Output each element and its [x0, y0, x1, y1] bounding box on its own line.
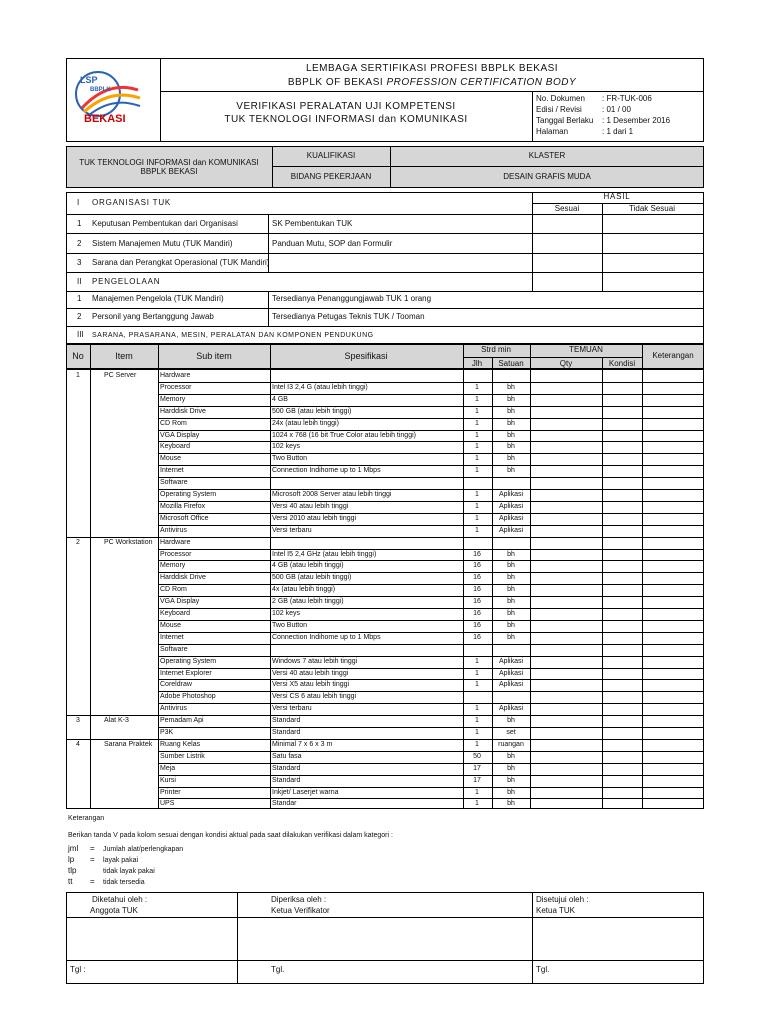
signature-by: Diperiksa oleh :: [271, 895, 327, 904]
legend-text: layak pakai: [103, 857, 139, 864]
signature-date: Tgl.: [271, 965, 285, 974]
cell-jlh: 1: [475, 800, 479, 808]
meta-value: : 1 dari 1: [602, 127, 634, 136]
cell-spesifikasi: 24x (atau lebih tinggi): [272, 419, 339, 427]
cell-jlh: 1: [475, 491, 479, 498]
cell-spesifikasi: Versi 40 atau lebih tinggi: [272, 669, 349, 677]
logo-text-bbplk: BBPLK: [90, 87, 111, 93]
cell-jlh: 1: [475, 788, 479, 796]
form-title: VERIFIKASI PERALATAN UJI KOMPETENSI: [236, 101, 456, 112]
legend-eq: =: [90, 855, 95, 864]
cell-subitem: Operating System: [160, 657, 217, 665]
cell-subitem: P3K: [160, 729, 174, 736]
col-header-qty: Qty: [559, 359, 573, 368]
cell-subitem: Processor: [160, 550, 192, 558]
cell-spesifikasi: Versi CS 6 atau lebih tinggi: [272, 693, 357, 701]
cell-jlh: 1: [475, 669, 479, 677]
cell-spesifikasi: Intel I3 2,4 G (atau lebih tinggi): [272, 383, 368, 391]
org-row-detail: Tersedianya Petugas Teknis TUK / Tooman: [272, 312, 425, 321]
col-header-keterangan: Keterangan: [652, 351, 694, 360]
cell-jlh: 1: [475, 705, 479, 713]
cell-spesifikasi: 500 GB (atau lebih tinggi): [272, 574, 352, 582]
cell-satuan: set: [506, 729, 516, 736]
cell-spesifikasi: Versi terbaru: [272, 526, 312, 534]
cell-satuan: bh: [507, 598, 515, 606]
cell-spesifikasi: Two Button: [272, 455, 308, 463]
org-row-detail: Panduan Mutu, SOP dan Formulir: [272, 239, 393, 248]
cell-jlh: 1: [475, 681, 479, 689]
cell-subitem: Antivirus: [160, 705, 187, 713]
section-number: III: [77, 330, 84, 339]
signature-date: Tgl :: [70, 965, 86, 974]
notes-intro: Berikan tanda V pada kolom sesuai dengan kondisi aktual pada saat dilakukan verifikasi dalam kategori :: [68, 832, 393, 839]
cell-item: Sarana Praktek: [104, 740, 153, 748]
cell-jlh: 1: [475, 431, 479, 439]
cell-spesifikasi: Two Button: [272, 621, 308, 629]
cell-satuan: Aplikasi: [498, 657, 524, 665]
org-row-number: 1: [77, 294, 82, 303]
kualifikasi-label: KUALIFIKASI: [306, 151, 356, 160]
cell-jlh: 1: [475, 526, 479, 534]
org-row-label: Keputusan Pembentukan dari Organisasi: [92, 219, 238, 228]
cell-subitem: Harddisk Drive: [160, 574, 206, 582]
cell-satuan: bh: [507, 407, 515, 415]
cell-jlh: 16: [473, 574, 481, 582]
cell-subitem: Memory: [160, 562, 186, 570]
notes-title: Keterangan: [68, 815, 105, 822]
cell-no: 3: [76, 717, 80, 725]
signature-by: Disetujui oleh :: [536, 895, 589, 904]
cell-jlh: 1: [475, 395, 479, 403]
cell-spesifikasi: Windows 7 atau lebih tinggi: [272, 657, 358, 665]
signature-role: Ketua Verifikator: [271, 906, 330, 915]
cell-subitem: VGA Display: [160, 598, 200, 606]
cell-satuan: bh: [507, 443, 515, 451]
cell-subitem: Meja: [160, 764, 176, 772]
cell-jlh: 1: [475, 467, 479, 475]
cell-spesifikasi: 1024 x 768 (16 bit True Color atau lebih tinggi): [272, 431, 416, 439]
section-title: PENGELOLAAN: [92, 277, 161, 286]
signature-role: Ketua TUK: [536, 906, 575, 915]
legend-text: tidak tersedia: [103, 879, 145, 886]
org-row-number: 2: [77, 312, 82, 321]
org-row-detail: SK Pembentukan TUK: [272, 219, 353, 228]
cell-jlh: 16: [473, 586, 481, 594]
cell-subitem: Software: [160, 645, 188, 653]
cell-jlh: 16: [473, 610, 481, 617]
cell-spesifikasi: Intel I5 2,4 GHz (atau lebih tinggi): [272, 550, 377, 558]
col-header-strd-min: Strd min: [481, 345, 511, 354]
cell-jlh: 16: [473, 621, 481, 629]
tidak-sesuai-header: Tidak Sesuai: [629, 204, 675, 213]
cell-satuan: bh: [507, 633, 515, 641]
col-header-kondisi: Kondisi: [608, 359, 636, 368]
legend-eq: =: [90, 844, 95, 853]
cell-satuan: bh: [507, 621, 515, 629]
cell-subitem: Hardware: [160, 372, 191, 379]
meta-label: No. Dokumen: [536, 94, 585, 103]
cell-jlh: 1: [475, 740, 479, 748]
cell-satuan: bh: [507, 764, 515, 772]
cell-jlh: 16: [473, 633, 481, 641]
cell-subitem: Internet Explorer: [160, 669, 212, 677]
cell-jlh: 17: [473, 764, 481, 772]
cell-spesifikasi: Connection Indihome up to 1 Mbps: [272, 467, 381, 475]
cell-spesifikasi: Minimal 7 x 6 x 3 m: [272, 740, 333, 748]
cell-satuan: bh: [507, 610, 515, 617]
cell-spesifikasi: Standard: [272, 717, 301, 725]
signature-date: Tgl.: [536, 965, 550, 974]
section-title: SARANA, PRASARANA, MESIN, PERALATAN DAN KOMPONEN PENDUKUNG: [92, 332, 374, 339]
cell-jlh: 17: [473, 776, 481, 784]
cell-satuan: Aplikasi: [498, 526, 524, 534]
logo-text-lsp: LSP: [80, 75, 98, 85]
cell-jlh: 16: [473, 598, 481, 606]
legend-code: lp: [68, 855, 75, 864]
cell-subitem: Antivirus: [160, 526, 187, 534]
logo-text-bekasi: BEKASI: [84, 113, 126, 125]
cell-jlh: 16: [473, 562, 481, 570]
cell-subitem: Hardware: [160, 538, 191, 546]
cell-satuan: bh: [507, 574, 515, 582]
cell-spesifikasi: 4x (atau lebih tinggi): [272, 586, 336, 594]
legend-code: jml: [68, 844, 79, 853]
hasil-header: HASIL: [603, 192, 631, 201]
cell-satuan: bh: [507, 383, 515, 391]
cell-satuan: bh: [507, 395, 515, 403]
meta-label: Tanggal Berlaku: [536, 116, 594, 125]
org-row-detail: Tersedianya Penanggungjawab TUK 1 orang: [272, 294, 432, 303]
section-title: ORGANISASI TUK: [92, 198, 172, 207]
logo-icon: [68, 60, 158, 140]
cell-spesifikasi: Standard: [272, 776, 301, 784]
cell-jlh: 1: [475, 455, 479, 463]
cell-item: Alat K-3: [104, 717, 129, 725]
tuk-name: TUK TEKNOLOGI INFORMASI dan KOMUNIKASI BBPLK BEKASI: [79, 158, 259, 177]
cell-jlh: 1: [475, 729, 479, 736]
cell-subitem: Coreldraw: [160, 681, 192, 689]
cell-satuan: bh: [507, 752, 515, 760]
cell-satuan: bh: [507, 467, 515, 475]
lsp-logo: [68, 60, 158, 140]
cell-jlh: 1: [475, 407, 479, 415]
org-row-number: 1: [77, 219, 82, 228]
meta-value: : 1 Desember 2016: [602, 116, 671, 125]
cell-subitem: Internet: [160, 633, 184, 641]
cell-satuan: bh: [507, 550, 515, 558]
cell-subitem: Harddisk Drive: [160, 407, 206, 415]
cell-satuan: bh: [507, 455, 515, 463]
cell-spesifikasi: Versi 2010 atau lebih tinggi: [272, 514, 357, 522]
cell-subitem: Kursi: [160, 776, 176, 784]
cell-spesifikasi: Versi 40 atau lebih tinggi: [272, 502, 349, 510]
meta-value: : 01 / 00: [602, 105, 631, 114]
org-row-number: 2: [77, 239, 82, 248]
cell-satuan: Aplikasi: [498, 669, 524, 677]
klaster-label: KLASTER: [528, 151, 566, 160]
cell-jlh: 16: [473, 550, 481, 558]
cell-spesifikasi: Versi X5 atau lebih tinggi: [272, 681, 350, 689]
cell-satuan: Aplikasi: [498, 681, 524, 689]
col-header-no: No: [72, 351, 84, 361]
cell-spesifikasi: Inkjet/ Laserjet warna: [272, 788, 339, 796]
cell-subitem: Operating System: [160, 491, 217, 498]
cell-subitem: Sumber Listrik: [160, 752, 205, 760]
cell-jlh: 1: [475, 419, 479, 427]
cell-satuan: bh: [507, 419, 515, 427]
cell-satuan: bh: [507, 800, 515, 808]
cell-jlh: 1: [475, 717, 479, 725]
cell-subitem: Memory: [160, 395, 186, 403]
cell-spesifikasi: 102 keys: [272, 610, 301, 617]
legend-code: tlp: [68, 866, 77, 875]
cell-spesifikasi: Standard: [272, 764, 301, 772]
cell-subitem: Mozilla Firefox: [160, 502, 206, 510]
signature-block: [66, 892, 704, 984]
cell-satuan: Aplikasi: [498, 705, 524, 713]
cell-subitem: Software: [160, 479, 188, 487]
col-header-satuan: Satuan: [498, 359, 524, 368]
col-header-spesifikasi: Spesifikasi: [344, 351, 388, 361]
cell-satuan: ruangan: [498, 740, 524, 748]
cell-subitem: Pemadam Api: [160, 717, 204, 725]
cell-subitem: Keyboard: [160, 443, 190, 451]
cell-item: PC Workstation: [104, 538, 153, 546]
legend-text: Jumlah alat/perlengkapan: [103, 846, 184, 853]
cell-jlh: 1: [475, 443, 479, 451]
cell-subitem: Mouse: [160, 455, 182, 463]
org-row-label: Sistem Manajemen Mutu (TUK Mandiri): [92, 239, 233, 248]
cell-jlh: 1: [475, 514, 479, 522]
cell-satuan: bh: [507, 431, 515, 439]
meta-value: : FR-TUK-006: [602, 94, 652, 103]
meta-label: Halaman: [536, 127, 569, 136]
cell-spesifikasi: Satu fasa: [272, 752, 302, 760]
cell-subitem: Mouse: [160, 621, 182, 629]
cell-no: 1: [76, 372, 80, 379]
org-row-label: Personil yang Bertanggung Jawab: [92, 312, 214, 321]
cell-jlh: 50: [473, 752, 481, 760]
institution-subtitle: BBPLK OF BEKASI PROFESSION CERTIFICATION BODY: [287, 77, 577, 88]
bidang-label: BIDANG PEKERJAAN: [290, 172, 372, 181]
cell-satuan: Aplikasi: [498, 502, 524, 510]
cell-no: 4: [76, 740, 80, 748]
form-subtitle: TUK TEKNOLOGI INFORMASI dan KOMUNIKASI: [224, 114, 468, 125]
desain-label: DESAIN GRAFIS MUDA: [503, 172, 591, 181]
sesuai-header: Sesuai: [554, 204, 580, 213]
col-header-jlh: Jlh: [471, 359, 483, 368]
cell-subitem: CD Rom: [160, 419, 187, 427]
col-header-subitem: Sub item: [196, 351, 232, 361]
cell-satuan: Aplikasi: [498, 514, 524, 522]
cell-spesifikasi: 4 GB (atau lebih tinggi): [272, 562, 344, 570]
cell-satuan: bh: [507, 586, 515, 594]
legend-code: tt: [68, 877, 73, 886]
cell-spesifikasi: Microsoft 2008 Server atau lebih tinggi: [272, 491, 392, 498]
section-number: I: [77, 198, 80, 207]
cell-subitem: Internet: [160, 467, 184, 475]
cell-subitem: Ruang Kelas: [160, 740, 201, 748]
legend-eq: =: [90, 877, 95, 886]
meta-label: Edisi / Revisi: [536, 105, 582, 114]
cell-subitem: VGA Display: [160, 431, 200, 439]
cell-subitem: Adobe Photoshop: [160, 693, 216, 701]
cell-spesifikasi: Versi terbaru: [272, 705, 312, 713]
cell-jlh: 1: [475, 657, 479, 665]
cell-satuan: bh: [507, 776, 515, 784]
cell-item: PC Server: [104, 372, 137, 379]
cell-satuan: bh: [507, 562, 515, 570]
col-header-item: Item: [115, 351, 133, 361]
cell-spesifikasi: Standar: [272, 800, 297, 808]
cell-subitem: UPS: [160, 800, 175, 808]
org-row-number: 3: [77, 258, 82, 267]
org-row-label: Sarana dan Perangkat Operasional (TUK Mandiri): [92, 258, 270, 267]
legend-text: tidak layak pakai: [103, 868, 155, 875]
cell-satuan: Aplikasi: [498, 491, 524, 498]
cell-spesifikasi: Standard: [272, 729, 301, 736]
col-header-temuan: TEMUAN: [569, 345, 603, 354]
signature-role: Anggota TUK: [90, 906, 138, 915]
cell-spesifikasi: Connection Indihome up to 1 Mbps: [272, 633, 381, 641]
cell-subitem: Microsoft Office: [160, 514, 209, 522]
cell-no: 2: [76, 538, 80, 546]
cell-subitem: Printer: [160, 788, 181, 796]
cell-spesifikasi: 500 GB (atau lebih tinggi): [272, 407, 352, 415]
cell-satuan: bh: [507, 788, 515, 796]
cell-subitem: CD Rom: [160, 586, 187, 594]
cell-jlh: 1: [475, 502, 479, 510]
cell-spesifikasi: 102 keys: [272, 443, 301, 451]
cell-jlh: 1: [475, 383, 479, 391]
institution-title: LEMBAGA SERTIFIKASI PROFESI BBPLK BEKASI: [305, 63, 559, 74]
section-number: II: [77, 277, 82, 286]
cell-spesifikasi: 4 GB: [272, 395, 288, 403]
cell-spesifikasi: 2 GB (atau lebih tinggi): [272, 598, 344, 606]
org-row-label: Manajemen Pengelola (TUK Mandiri): [92, 294, 224, 303]
signature-by: Diketahui oleh :: [92, 895, 148, 904]
cell-subitem: Processor: [160, 383, 192, 391]
cell-subitem: Keyboard: [160, 610, 190, 617]
cell-satuan: bh: [507, 717, 515, 725]
